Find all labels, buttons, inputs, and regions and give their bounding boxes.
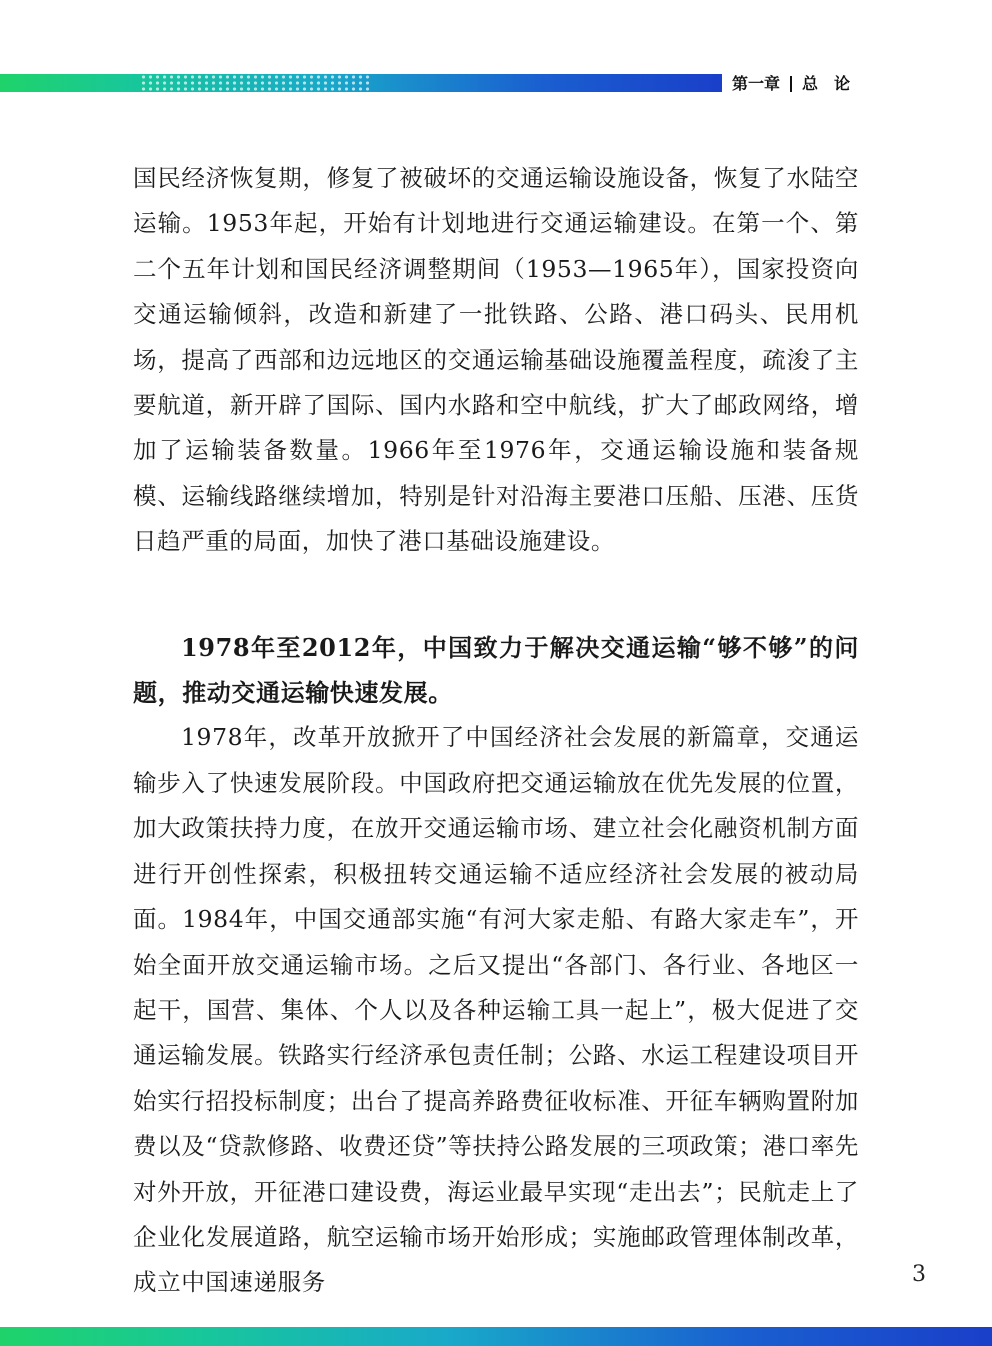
chapter-number: 第一章 <box>732 74 781 93</box>
page-number: 3 <box>912 1262 926 1287</box>
header-divider <box>790 76 792 92</box>
page-body <box>133 156 859 1306</box>
header-dot-pattern <box>140 74 370 92</box>
section-heading: 1978年至2012年，中国致力于解决交通运输“够不够”的问题，推动交通运输快速发展。 <box>133 632 859 708</box>
paragraph-reform: 1978年，改革开放掀开了中国经济社会发展的新篇章，交通运输步入了快速发展阶段。中国政府把交通运输放在优先发展的位置，加大政策扶持力度，在放开交通运输市场、建立社会化融资机制方面进行开创性探索，积极扭转交通运输不适应经济社会发展的被动局面。1984年，中国交通部实施“有河大家走船、有路大家走车”，开始全面开放交通运输市场。之后又提出“各部门、各行业、各地区一起干，国营、集体、个人以及各种运输工具一起上”，极大促进了交通运输发展。铁路实行经济承包责任制；公路、水运工程建设项目开始实行招投标制度；出台了提高养路费征收标准、开征车辆购置附加费以及“贷款修路、收费还贷”等扶持公路发展的三项政策；港口率先对外开放，开征港口建设费，海运业最早实现“走出去”；民航走上了企业化发展道路，航空运输市场开始形成；实施邮政管理体制改革，成立中国速递服务 <box>133 723 859 1297</box>
footer-color-band <box>0 1327 992 1346</box>
paragraph-continued: 国民经济恢复期，修复了被破坏的交通运输设施设备，恢复了水陆空运输。1953年起，开始有计划地进行交通运输建设。在第一个、第二个五年计划和国民经济调整期间（1953—1965年），国家投资向交通运输倾斜，改造和新建了一批铁路、公路、港口码头、民用机场，提高了西部和边远地区的交通运输基础设施覆盖程度，疏浚了主要航道，新开辟了国际、国内水路和空中航线，扩大了邮政网络，增加了运输装备数量。1966年至1976年，交通运输设施和装备规模、运输线路继续增加，特别是针对沿海主要港口压船、压港、压货日趋严重的局面，加快了港口基础设施建设。 <box>133 164 859 556</box>
running-header <box>732 74 850 94</box>
chapter-title: 总 论 <box>802 74 851 93</box>
